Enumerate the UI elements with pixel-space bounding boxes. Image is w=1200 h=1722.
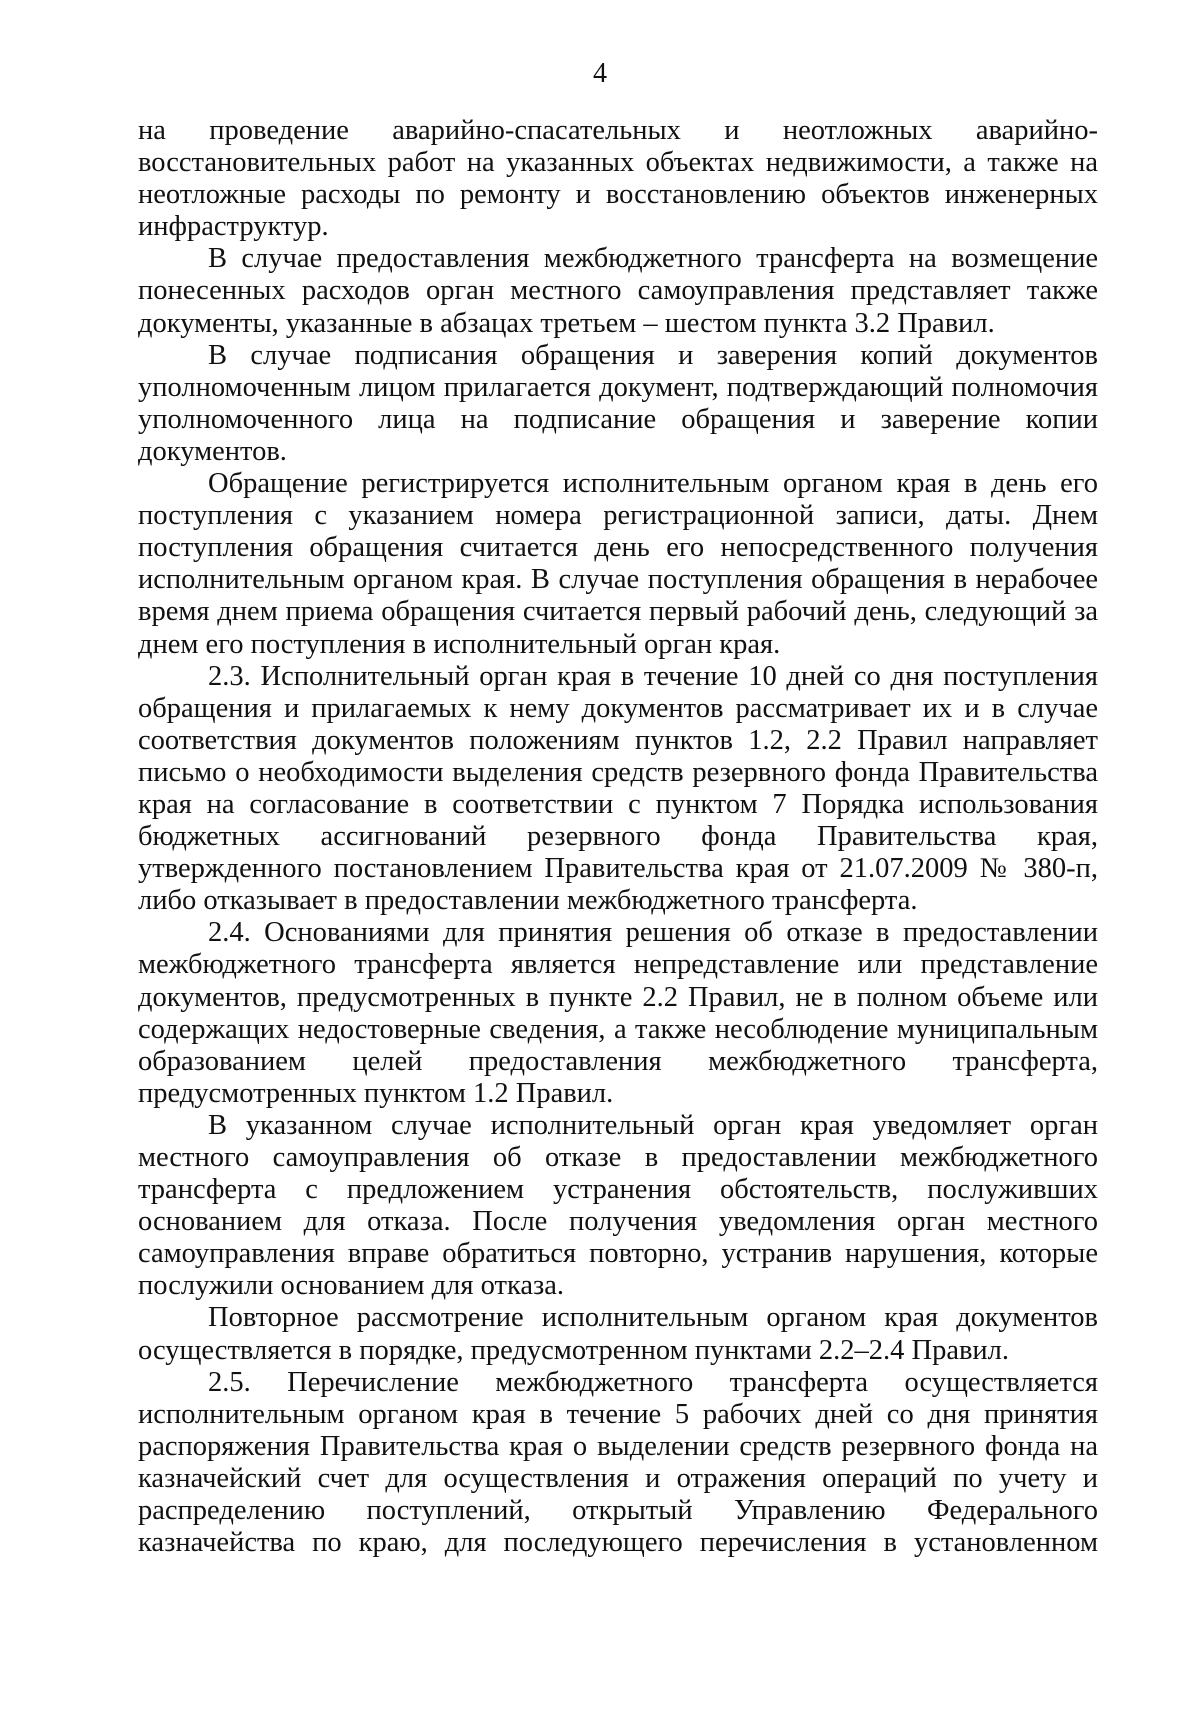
paragraph-refusal-notice: В указанном случае исполнительный орган края уведомляет орган местного самоуправления об отказе в предоставлении межбюджетного трансферта с предложением устранения обстоятельств, послуживших основанием для отказа. После получения уведомления орган местного самоуправления вправе обратиться повторно, устранив нарушения, которые послужили основанием для отказа. xyxy=(138,1109,1098,1302)
paragraph-authorized-person: В случае подписания обращения и заверения копий документов уполномоченным лицом прилагается документ, подтверждающий полномочия уполномоченного лица на подписание обращения и заверение копии документов. xyxy=(138,339,1098,467)
paragraph-2-4: 2.4. Основаниями для принятия решения об отказе в предоставлении межбюджетного трансферта является непредставление или представление документов, предусмотренных в пункте 2.2 Правил, не в полном объеме или содержащих недостоверные сведения, а также несоблюдение муниципальным образованием целей предоставления межбюджетного трансферта, предусмотренных пунктом 1.2 Правил. xyxy=(138,917,1098,1109)
paragraph-continuation: на проведение аварийно-спасательных и неотложных аварийно-восстановительных работ на указанных объектах недвижимости, а также на неотложные расходы по ремонту и восстановлению объектов инженерных инфраструктур. xyxy=(138,115,1098,243)
page-number: 4 xyxy=(593,58,607,89)
document-body xyxy=(138,115,1098,1559)
paragraph-repeat-review: Повторное рассмотрение исполнительным органом края документов осуществляется в порядке, предусмотренном пунктами 2.2–2.4 Правил. xyxy=(138,1302,1098,1366)
paragraph-2-5: 2.5. Перечисление межбюджетного трансферта осуществляется исполнительным органом края в течение 5 рабочих дней со дня принятия распоряжения Правительства края о выделении средств резервного фонда на казначейский счет для осуществления и отражения операций по учету и распределению поступлений, открытый Управлению Федерального казначейства по краю, для последующего перечисления в установленном xyxy=(138,1366,1098,1559)
paragraph-compensation-documents: В случае предоставления межбюджетного трансферта на возмещение понесенных расходов орган местного самоуправления представляет также документы, указанные в абзацах третьем – шестом пункта 3.2 Правил. xyxy=(138,243,1098,339)
paragraph-registration: Обращение регистрируется исполнительным органом края в день его поступления с указанием номера регистрационной записи, даты. Днем поступления обращения считается день его непосредственного получения исполнительным органом края. В случае поступления обращения в нерабочее время днем приема обращения считается первый рабочий день, следующий за днем его поступления в исполнительный орган края. xyxy=(138,468,1098,660)
paragraph-2-3: 2.3. Исполнительный орган края в течение 10 дней со дня поступления обращения и прилагаемых к нему документов рассматривает их и в случае соответствия документов положениям пунктов 1.2, 2.2 Правил направляет письмо о необходимости выделения средств резервного фонда Правительства края на согласование в соответствии с пунктом 7 Порядка использования бюджетных ассигнований резервного фонда Правительства края, утвержденного постановлением Правительства края от 21.07.2009 № 380-п, либо отказывает в предоставлении межбюджетного трансферта. xyxy=(138,660,1098,917)
